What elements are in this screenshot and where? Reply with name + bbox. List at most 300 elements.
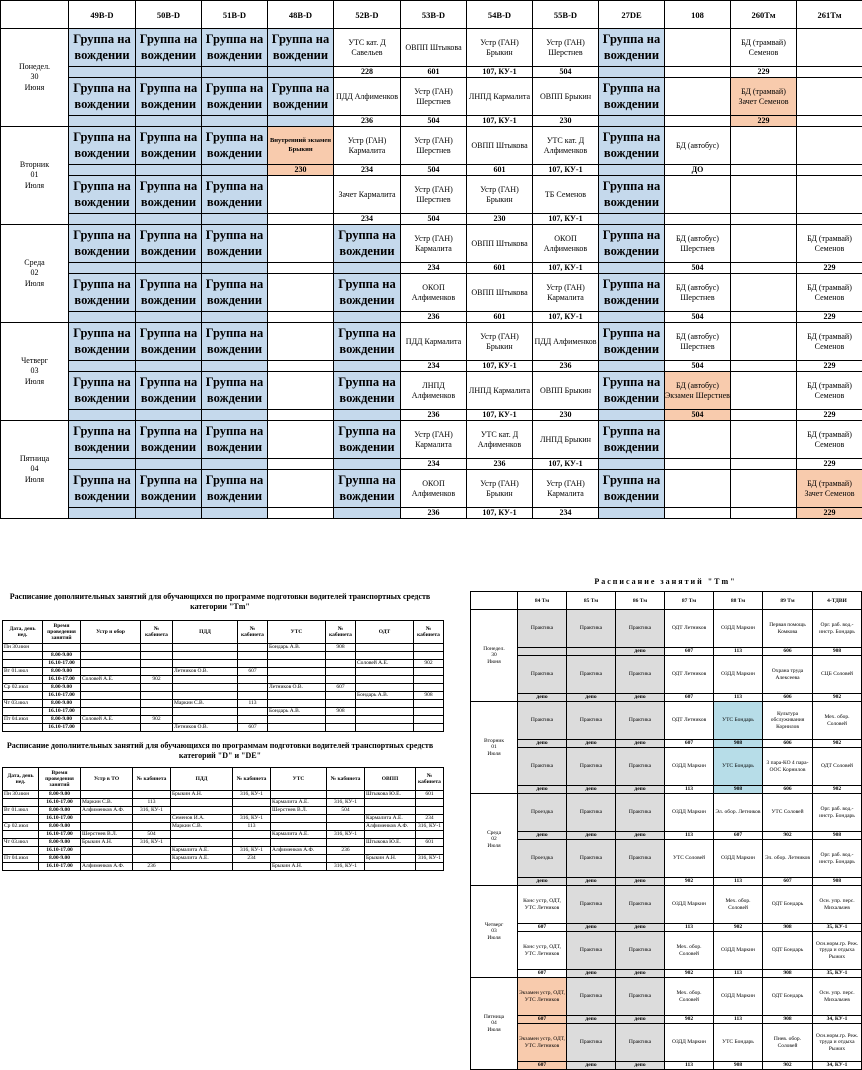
lesson-cell	[268, 323, 334, 361]
driving-group-cell: Группа на вождении	[69, 29, 136, 67]
group-header: 86 Тм	[616, 592, 665, 610]
room-row	[471, 878, 862, 886]
group-header: 108	[665, 1, 731, 29]
room-number: 229	[797, 508, 862, 519]
room-number: 236	[467, 459, 533, 470]
table-cell: Брыкин А.Н.	[271, 863, 327, 871]
room-number: 113	[714, 1016, 763, 1024]
room-number: депо	[567, 1062, 616, 1070]
lesson-cell: ЛНПД Кармалита	[467, 78, 533, 116]
lesson-cell: ЛНПД Алфименков	[401, 372, 467, 410]
room-number: депо	[518, 878, 567, 886]
room-number: 35, КУ-1	[813, 924, 862, 932]
table-cell	[238, 676, 268, 684]
tm-extra-header-row	[3, 621, 444, 644]
driving-group-cell: Группа на вождении	[599, 274, 665, 312]
lesson-cell: Практика	[567, 748, 616, 786]
lesson-cell: Орг. раб. вод.-инстр. Бондарь	[813, 794, 862, 832]
table-cell: 113	[233, 823, 271, 831]
lesson-cell	[268, 274, 334, 312]
lesson-cell: Мех. обор. Соловей	[665, 932, 714, 970]
lesson-cell: Практика	[616, 748, 665, 786]
room-number: депо	[616, 1062, 665, 1070]
table-cell	[365, 807, 416, 815]
room-number	[731, 214, 797, 225]
table-cell: 908	[326, 708, 356, 716]
lesson-cell: УТС Соловей	[763, 794, 813, 832]
room-number	[599, 459, 665, 470]
lesson-cell	[665, 421, 731, 459]
table-cell: Бондарь А.В.	[268, 708, 326, 716]
room-number: 234	[533, 508, 599, 519]
day-label-line: Июля	[472, 843, 516, 850]
day-label	[471, 610, 518, 702]
lesson-cell: Практика	[567, 932, 616, 970]
lesson-cell: ОДТ Бондарь	[763, 932, 813, 970]
tm-schedule-title: Расписание занятий "Tm"	[470, 577, 861, 587]
table-cell: Алфименков А.Ф.	[271, 847, 327, 855]
table-cell	[416, 831, 444, 839]
table-cell	[81, 708, 141, 716]
table-cell	[327, 839, 365, 847]
schedule-row	[471, 932, 862, 970]
room-number	[69, 410, 136, 421]
lesson-cell: Практика	[616, 702, 665, 740]
driving-group-cell: Группа на вождении	[202, 372, 268, 410]
driving-group-cell: Группа на вождении	[202, 323, 268, 361]
lesson-cell: Осн.норм.гр. Реж. труда и отдыха Рыжих	[813, 1024, 862, 1062]
driving-group-cell: Группа на вождении	[599, 470, 665, 508]
table-cell: 607	[238, 668, 268, 676]
table-cell: Бондарь А.В.	[268, 644, 326, 652]
table-cell	[326, 692, 356, 700]
room-number	[797, 165, 862, 176]
room-number	[665, 214, 731, 225]
lesson-cell: Практика	[616, 610, 665, 648]
table-cell	[326, 668, 356, 676]
schedule-row	[1, 29, 862, 67]
table-cell	[416, 847, 444, 855]
room-number	[665, 508, 731, 519]
table-cell	[173, 644, 238, 652]
table-row	[3, 644, 444, 652]
lesson-cell	[665, 78, 731, 116]
table-cell	[414, 652, 444, 660]
table-cell	[141, 708, 173, 716]
driving-group-cell: Группа на вождении	[136, 421, 202, 459]
table-cell: Кармалита А.Е.	[171, 847, 233, 855]
driving-group-cell: Группа на вождении	[202, 29, 268, 67]
table-cell	[3, 660, 43, 668]
table-cell: Брыкин А.Н.	[365, 855, 416, 863]
room-number: 234	[334, 214, 401, 225]
table-cell	[271, 791, 327, 799]
room-number: 504	[665, 312, 731, 323]
driving-group-cell: Группа на вождении	[69, 470, 136, 508]
room-number	[136, 263, 202, 274]
room-row	[471, 970, 862, 978]
room-number	[599, 508, 665, 519]
room-number: 107, КУ-1	[467, 116, 533, 127]
table-cell: 236	[327, 847, 365, 855]
table-cell	[81, 815, 133, 823]
table-cell	[327, 791, 365, 799]
column-header: № кабинета	[238, 621, 268, 644]
day-label-line: 30	[472, 652, 516, 659]
table-cell: 607	[326, 684, 356, 692]
table-cell	[356, 644, 414, 652]
room-number	[69, 165, 136, 176]
room-number: 234	[401, 459, 467, 470]
schedule-row	[471, 1024, 862, 1062]
day-label-line: Четверг	[472, 922, 516, 929]
day-label-line: Понедел.	[1, 62, 68, 72]
group-header: 4-ТДВИ	[813, 592, 862, 610]
table-cell: 8.00-9.00	[43, 668, 81, 676]
room-number: 908	[763, 970, 813, 978]
table-cell	[326, 724, 356, 732]
d-extra-title: Расписание дополнительных занятий для обучающихся по программам подготовки водителей транспортных средств категорий "D" и "DE"	[0, 741, 440, 761]
room-number	[136, 410, 202, 421]
room-number	[334, 459, 401, 470]
room-number: депо	[567, 832, 616, 840]
room-row	[1, 508, 862, 519]
table-cell	[326, 716, 356, 724]
room-number: депо	[616, 648, 665, 656]
table-cell	[3, 815, 39, 823]
room-number	[268, 116, 334, 127]
column-header: Время проведения занятий	[39, 768, 81, 791]
table-cell	[365, 799, 416, 807]
group-header: 48B-D	[268, 1, 334, 29]
room-number	[599, 214, 665, 225]
driving-group-cell: Группа на вождении	[69, 127, 136, 165]
schedule-row	[1, 274, 862, 312]
table-row	[3, 831, 444, 839]
driving-group-cell: Группа на вождении	[69, 225, 136, 263]
day-label-line: 01	[1, 170, 68, 180]
lesson-cell: ОЗДД Маркин	[714, 656, 763, 694]
table-cell: Вт 01.июл	[3, 668, 43, 676]
room-number: 107, КУ-1	[533, 312, 599, 323]
lesson-cell: ОДТ Соловей	[813, 748, 862, 786]
lesson-cell	[797, 176, 862, 214]
lesson-cell: ОКОП Алфименков	[401, 470, 467, 508]
lesson-cell: Мех. обор. Соловей	[714, 886, 763, 924]
lesson-cell: Практика	[567, 886, 616, 924]
table-cell: 902	[414, 660, 444, 668]
room-number: ДО	[665, 165, 731, 176]
group-header: 52B-D	[334, 1, 401, 29]
lesson-cell: ОДТ Летников	[665, 656, 714, 694]
table-cell	[81, 847, 133, 855]
lesson-cell: Осн. упр. перс. Михальчев	[813, 886, 862, 924]
room-number: 228	[334, 67, 401, 78]
table-cell: Бондарь А.В.	[356, 692, 414, 700]
column-header: ОВПП	[365, 768, 416, 791]
room-number: 908	[763, 1016, 813, 1024]
lesson-cell: ОКОП Алфименков	[401, 274, 467, 312]
lesson-cell: Устр (ГАН) Кармалита	[334, 127, 401, 165]
lesson-cell: ОЗДД Маркин	[714, 932, 763, 970]
table-cell: 16.10-17.00	[43, 708, 81, 716]
lesson-cell: Практика	[616, 794, 665, 832]
column-header: УТС	[268, 621, 326, 644]
main-body	[1, 29, 862, 519]
room-number: 234	[401, 361, 467, 372]
day-label-line: 04	[472, 1020, 516, 1027]
day-label	[471, 794, 518, 886]
room-number	[599, 263, 665, 274]
table-cell	[365, 847, 416, 855]
lesson-cell: Устр (ГАН) Кармалита	[401, 225, 467, 263]
driving-group-cell: Группа на вождении	[334, 372, 401, 410]
column-header: № кабинета	[327, 768, 365, 791]
table-row	[3, 863, 444, 871]
table-cell: 113	[238, 700, 268, 708]
table-cell	[81, 644, 141, 652]
room-number: 607	[518, 970, 567, 978]
table-cell: Маркин С.В.	[171, 823, 233, 831]
day-label-line: Июля	[1, 279, 68, 289]
lesson-cell	[731, 127, 797, 165]
table-cell: 8.00-9.00	[43, 652, 81, 660]
group-header: 89 Тм	[763, 592, 813, 610]
table-cell	[173, 676, 238, 684]
table-cell: 236	[133, 863, 171, 871]
lesson-cell: УТС кат. Д Савельев	[334, 29, 401, 67]
table-cell	[365, 831, 416, 839]
table-cell: 8.00-9.00	[39, 855, 81, 863]
tm-extra-title: Расписание дополнительных занятий для обучающихся по программе подготовки водителей транспортных средств категории "Tm"	[0, 592, 440, 612]
room-number	[136, 508, 202, 519]
lesson-cell: Экзамен устр, ОДТ, УТС Летников	[518, 1024, 567, 1062]
driving-group-cell: Группа на вождении	[599, 421, 665, 459]
table-cell: Пн 30.июн	[3, 644, 43, 652]
day-label-line: 01	[472, 744, 516, 751]
schedule-row	[1, 127, 862, 165]
table-cell	[173, 660, 238, 668]
room-number: 606	[763, 740, 813, 748]
room-number: 601	[467, 263, 533, 274]
lesson-cell	[665, 176, 731, 214]
room-number: 902	[763, 832, 813, 840]
driving-group-cell: Группа на вождении	[268, 29, 334, 67]
room-number: 607	[665, 694, 714, 702]
lesson-cell: БД (трамвай) Семенов	[797, 421, 862, 459]
room-row	[1, 459, 862, 470]
room-number: 908	[714, 1062, 763, 1070]
day-label-line: Июля	[1, 377, 68, 387]
lesson-cell	[731, 225, 797, 263]
room-number	[136, 67, 202, 78]
table-cell	[356, 676, 414, 684]
table-cell: 316, КУ-1	[133, 839, 171, 847]
table-cell: Летников О.В.	[173, 668, 238, 676]
lesson-cell: ОВПП Штыкова	[467, 225, 533, 263]
room-number	[268, 263, 334, 274]
room-number: депо	[567, 924, 616, 932]
room-number	[202, 312, 268, 323]
lesson-cell: Устр (ГАН) Брыкин	[467, 29, 533, 67]
driving-group-cell: Группа на вождении	[136, 29, 202, 67]
driving-group-cell: Группа на вождении	[599, 78, 665, 116]
column-header: Устр и обор	[81, 621, 141, 644]
table-cell	[268, 668, 326, 676]
table-cell: 16.10-17.00	[39, 815, 81, 823]
column-header: Устр в ТО	[81, 768, 133, 791]
room-number	[334, 361, 401, 372]
table-row	[3, 652, 444, 660]
room-number: депо	[616, 694, 665, 702]
table-cell	[173, 708, 238, 716]
table-cell: 908	[326, 644, 356, 652]
table-cell	[271, 839, 327, 847]
lesson-cell: Практика	[616, 886, 665, 924]
schedule-row	[1, 176, 862, 214]
lesson-cell	[731, 323, 797, 361]
lesson-cell: Устр (ГАН) Шерстнев	[401, 176, 467, 214]
room-number: 230	[533, 410, 599, 421]
schedule-row	[1, 323, 862, 361]
schedule-row	[471, 840, 862, 878]
lesson-cell: Эл. обор. Летников	[714, 794, 763, 832]
room-number: 229	[797, 312, 862, 323]
room-number: 902	[813, 786, 862, 794]
room-number: 113	[665, 786, 714, 794]
table-cell: 16.10-17.00	[43, 724, 81, 732]
room-number: 606	[763, 648, 813, 656]
table-cell: 234	[416, 815, 444, 823]
room-number	[665, 116, 731, 127]
room-number	[268, 361, 334, 372]
lesson-cell: ОВПП Брыкин	[533, 78, 599, 116]
table-cell	[326, 700, 356, 708]
room-number: 902	[763, 1062, 813, 1070]
table-row	[3, 839, 444, 847]
table-cell	[416, 799, 444, 807]
room-number: депо	[567, 970, 616, 978]
day-label-line: Июля	[1, 181, 68, 191]
room-number: 607	[665, 740, 714, 748]
room-number: депо	[567, 694, 616, 702]
room-number: 229	[797, 361, 862, 372]
room-number: 902	[813, 694, 862, 702]
table-cell	[171, 831, 233, 839]
table-cell	[173, 652, 238, 660]
room-number	[599, 165, 665, 176]
lesson-cell: УТС Соловей	[665, 840, 714, 878]
table-cell: 8.00-9.00	[43, 700, 81, 708]
tm-extra-body	[3, 644, 444, 732]
room-number: 908	[813, 832, 862, 840]
table-cell	[133, 855, 171, 863]
lesson-cell: Культура обслуживания Корнилов	[763, 702, 813, 740]
table-cell: 16.10-17.00	[39, 863, 81, 871]
table-cell: Соловей А.Е.	[81, 716, 141, 724]
lesson-cell: ОЗДД Маркин	[665, 1024, 714, 1062]
table-cell: 504	[133, 831, 171, 839]
day-label	[1, 421, 69, 519]
table-row	[3, 855, 444, 863]
lesson-cell: Практика	[567, 840, 616, 878]
room-number: 113	[714, 694, 763, 702]
table-cell: 8.00-9.00	[39, 791, 81, 799]
driving-group-cell: Группа на вождении	[202, 421, 268, 459]
lesson-cell: Практика	[567, 656, 616, 694]
room-row	[1, 116, 862, 127]
table-cell: Летников О.В.	[173, 724, 238, 732]
lesson-cell: Практика	[518, 656, 567, 694]
room-number	[268, 410, 334, 421]
room-row	[471, 832, 862, 840]
table-cell	[141, 692, 173, 700]
table-cell	[171, 839, 233, 847]
table-row	[3, 692, 444, 700]
day-label	[1, 127, 69, 225]
table-cell	[268, 660, 326, 668]
lesson-cell: ОВПП Штыкова	[467, 127, 533, 165]
room-number: 107, КУ-1	[533, 214, 599, 225]
table-cell: 316, КУ-1	[233, 815, 271, 823]
lesson-cell: 3 пара-КО 4 пара-ООС Корнилов	[763, 748, 813, 786]
lesson-cell: Осн. упр. перс. Михальчев	[813, 978, 862, 1016]
table-cell	[271, 815, 327, 823]
day-label-line: Июля	[472, 751, 516, 758]
room-number	[136, 459, 202, 470]
room-number: 504	[401, 214, 467, 225]
room-number	[268, 67, 334, 78]
table-cell	[326, 676, 356, 684]
schedule-row	[471, 610, 862, 648]
lesson-cell: ОЗДД Маркин	[714, 610, 763, 648]
table-row	[3, 807, 444, 815]
lesson-cell: Практика	[518, 748, 567, 786]
table-row	[3, 716, 444, 724]
lesson-cell	[731, 372, 797, 410]
room-number: 908	[714, 786, 763, 794]
room-number: 229	[731, 67, 797, 78]
room-number: 236	[334, 116, 401, 127]
table-cell: Шерстнев В.Л.	[271, 807, 327, 815]
table-cell	[43, 644, 81, 652]
room-number: 908	[813, 648, 862, 656]
room-number: 34, КУ-1	[813, 1062, 862, 1070]
table-cell: Летников О.В.	[268, 684, 326, 692]
corner-header	[471, 592, 518, 610]
group-header: 49B-D	[69, 1, 136, 29]
room-number	[731, 312, 797, 323]
driving-group-cell: Группа на вождении	[202, 127, 268, 165]
room-number	[69, 312, 136, 323]
room-number: 230	[268, 165, 334, 176]
lesson-cell: Внутренний экзамен Брыкин	[268, 127, 334, 165]
d-extra-table	[2, 767, 444, 871]
table-cell: Кармалита А.Е.	[271, 799, 327, 807]
day-label-line: 02	[1, 268, 68, 278]
group-header: 27DE	[599, 1, 665, 29]
room-number: депо	[616, 832, 665, 840]
lesson-cell: Устр (ГАН) Брыкин	[467, 176, 533, 214]
table-cell	[414, 724, 444, 732]
table-cell	[268, 724, 326, 732]
day-label	[1, 323, 69, 421]
table-cell: 8.00-9.00	[43, 684, 81, 692]
driving-group-cell: Группа на вождении	[599, 127, 665, 165]
room-number: депо	[616, 786, 665, 794]
room-number	[797, 214, 862, 225]
room-number	[202, 165, 268, 176]
